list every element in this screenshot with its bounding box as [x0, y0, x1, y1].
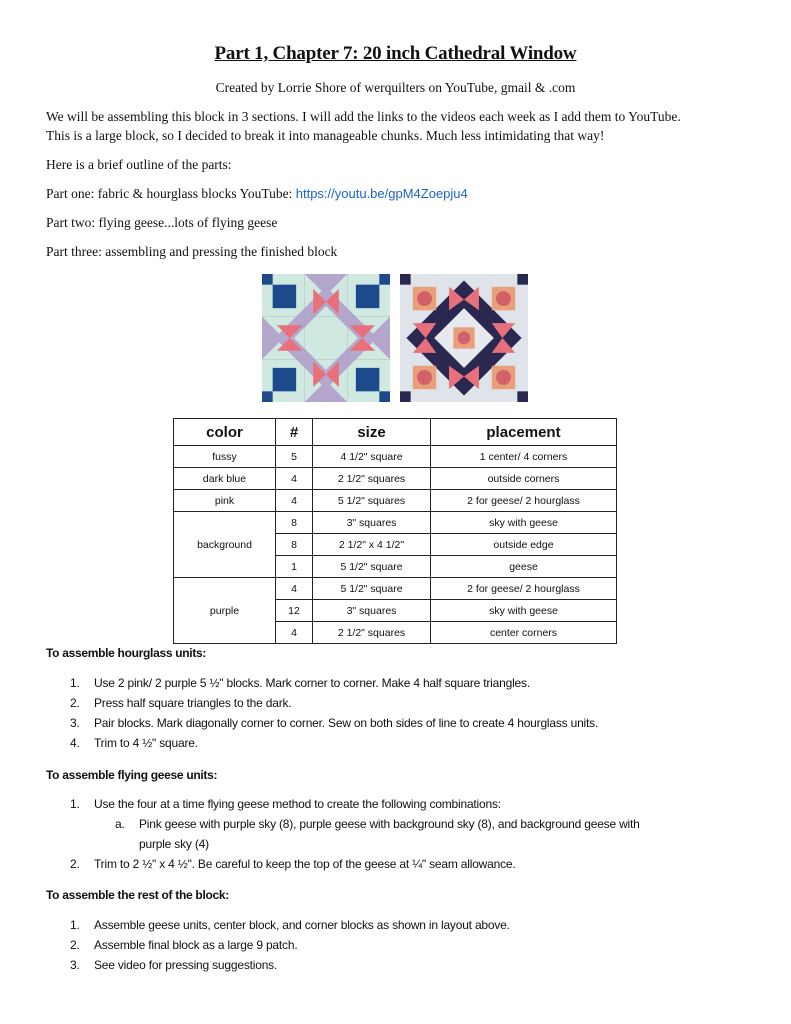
cell-placement: 2 for geese/ 2 hourglass: [431, 490, 617, 512]
cell-placement: outside edge: [431, 534, 617, 556]
cell-placement: geese: [431, 556, 617, 578]
cell-placement: sky with geese: [431, 600, 617, 622]
part-three: Part three: assembling and pressing the finished block: [46, 244, 338, 259]
quilt-block-photo: [400, 271, 528, 405]
cell-color: fussy: [174, 446, 276, 468]
cell-placement: 2 for geese/ 2 hourglass: [431, 578, 617, 600]
part-one: [46, 184, 468, 203]
cell-size: 5 1/2" square: [313, 556, 431, 578]
outline-intro: Here is a brief outline of the parts:: [46, 157, 232, 172]
fabric-requirements-table: [173, 418, 617, 644]
sub-list-item: a. Pink geese with purple sky (8), purple geese with background sky (8), and background geese with purple sky (4): [115, 817, 640, 851]
list-item: 1. Use the four at a time flying geese method to create the following combinations:: [70, 797, 501, 811]
list-item: 3. See video for pressing suggestions.: [70, 958, 278, 972]
header-color: color: [174, 419, 276, 446]
cell-size: 2 1/2" x 4 1/2": [313, 534, 431, 556]
cell-placement: sky with geese: [431, 512, 617, 534]
hourglass-heading: To assemble hourglass units:: [46, 646, 207, 660]
cell-color: purple: [174, 578, 276, 644]
cell-color: dark blue: [174, 468, 276, 490]
geese-heading: To assemble flying geese units:: [46, 768, 218, 782]
cell-count: 1: [276, 556, 313, 578]
table-header-row: [174, 419, 617, 446]
geese-steps: [70, 794, 640, 874]
list-item: 1. Use 2 pink/ 2 purple 5 ½" blocks. Mark corner to corner. Make 4 half square triangles.: [70, 676, 530, 690]
cell-count: 4: [276, 578, 313, 600]
list-item: 1. Assemble geese units, center block, and corner blocks as shown in layout above.: [70, 918, 510, 932]
intro-line-1: We will be assembling this block in 3 sections. I will add the links to the videos each week as I add them to YouTube.: [46, 109, 681, 124]
intro-line-2: This is a large block, so I decided to break it into manageable chunks. Much less intimidating that way!: [46, 128, 605, 143]
document-title: Part 1, Chapter 7: 20 inch Cathedral Window: [214, 43, 577, 64]
cell-placement: outside corners: [431, 468, 617, 490]
rest-steps: [70, 915, 510, 975]
table-row: [174, 512, 617, 534]
rest-heading: To assemble the rest of the block:: [46, 888, 229, 902]
list-item: 2. Press half square triangles to the dark.: [70, 696, 292, 710]
part-two: Part two: flying geese...lots of flying geese: [46, 215, 278, 230]
cell-size: 2 1/2" squares: [313, 468, 431, 490]
cell-count: 4: [276, 490, 313, 512]
hourglass-steps: [70, 673, 598, 753]
cell-count: 4: [276, 468, 313, 490]
table-row: [174, 446, 617, 468]
cell-count: 5: [276, 446, 313, 468]
cell-size: 3" squares: [313, 600, 431, 622]
part-one-text: Part one: fabric & hourglass blocks YouTube:: [46, 186, 296, 201]
cell-size: 3" squares: [313, 512, 431, 534]
youtube-link[interactable]: https://youtu.be/gpM4Zoepju4: [295, 186, 468, 201]
cell-count: 4: [276, 622, 313, 644]
list-item: 2. Assemble final block as a large 9 patch.: [70, 938, 298, 952]
cell-size: 5 1/2" squares: [313, 490, 431, 512]
intro-paragraph: [46, 107, 681, 145]
cell-color: pink: [174, 490, 276, 512]
cell-placement: center corners: [431, 622, 617, 644]
cell-count: 8: [276, 534, 313, 556]
table-row: [174, 468, 617, 490]
author-credit: Created by Lorrie Shore of werquilters on YouTube, gmail & .com: [215, 80, 576, 95]
list-item: 3. Pair blocks. Mark diagonally corner to corner. Sew on both sides of line to create 4 hourglass units.: [70, 716, 599, 730]
cell-count: 8: [276, 512, 313, 534]
table-row: [174, 490, 617, 512]
cell-color: background: [174, 512, 276, 578]
cell-size: 4 1/2" square: [313, 446, 431, 468]
list-item: 2. Trim to 2 ½" x 4 ½". Be careful to keep the top of the geese at ¼" seam allowance.: [70, 857, 516, 871]
cell-size: 5 1/2" square: [313, 578, 431, 600]
table-row: [174, 578, 617, 600]
quilt-block-diagram: [262, 271, 390, 405]
header-placement: placement: [431, 419, 617, 446]
header-size: size: [313, 419, 431, 446]
cell-count: 12: [276, 600, 313, 622]
header-count: #: [276, 419, 313, 446]
list-item: 4. Trim to 4 ½" square.: [70, 736, 198, 750]
cell-size: 2 1/2" squares: [313, 622, 431, 644]
cell-placement: 1 center/ 4 corners: [431, 446, 617, 468]
quilt-images: [262, 271, 528, 405]
